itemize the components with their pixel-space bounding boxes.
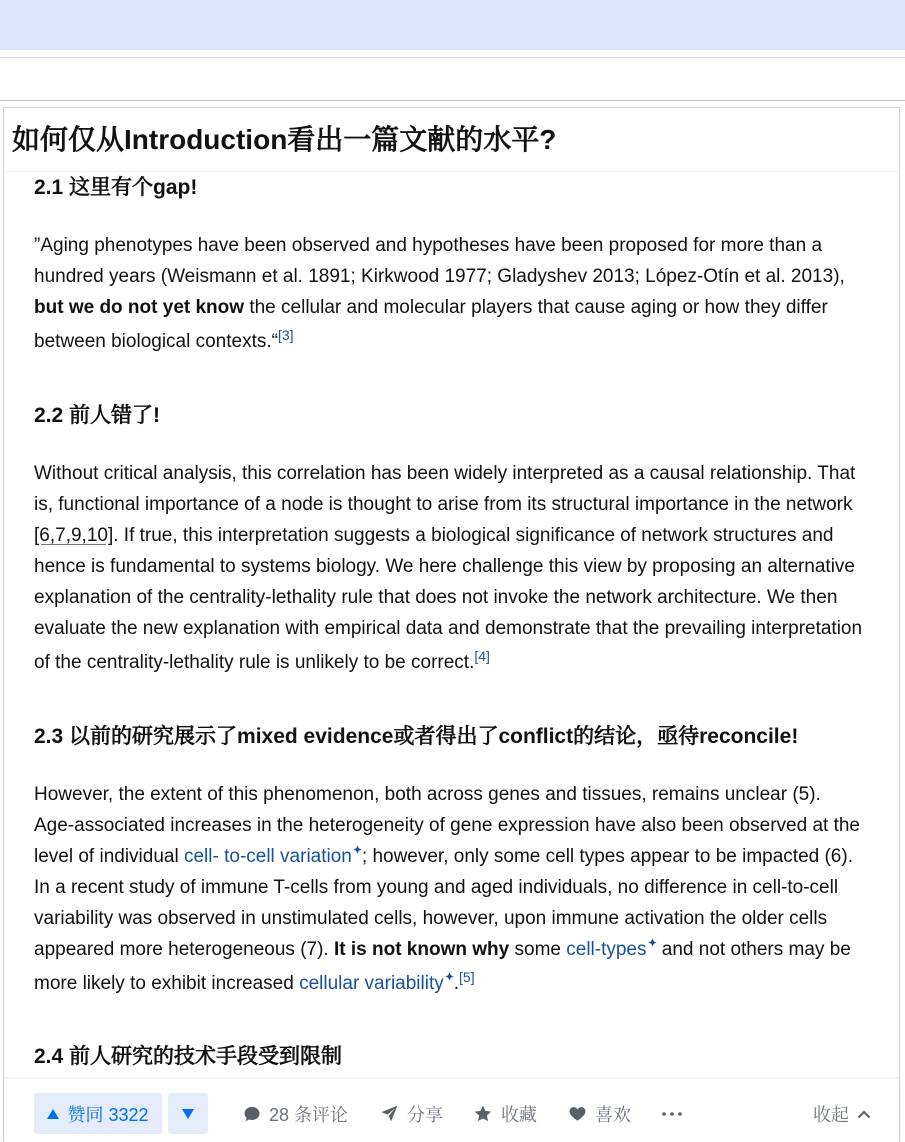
paragraph-line: [34, 458, 862, 489]
keyword-link[interactable]: cellular variability: [299, 973, 444, 994]
section-heading-2-3: 2.3 以前的研究展示了mixed evidence或者得出了conflict的结论，亟待reconcile!: [34, 725, 799, 748]
answer-action-bar: [4, 1079, 899, 1142]
reference-link[interactable]: [4]: [474, 648, 490, 664]
upvote-label: 赞同 3322: [67, 1104, 149, 1125]
paragraph-line: [34, 810, 860, 841]
paragraph-text: and not others may be: [656, 939, 851, 960]
paragraph-text: Age-associated increases in the heterogeneity of gene expression have also been observed at the: [34, 815, 860, 836]
section-heading-2-2: 2.2 前人错了!: [34, 404, 161, 427]
paragraph-text: Without critical analysis, this correlation has been widely interpreted as a causal relationship. That: [34, 463, 856, 484]
paragraph-line: [34, 489, 862, 520]
paragraph-line: [34, 903, 860, 934]
triangle-up-icon: [47, 1109, 59, 1119]
paragraph-text: level of individual: [34, 846, 184, 867]
paragraph-2-2: [34, 458, 862, 678]
like-button[interactable]: [568, 1093, 631, 1134]
paragraph-line: [34, 934, 860, 965]
paragraph-line: [34, 644, 862, 678]
comment-bubble-icon: [243, 1105, 261, 1123]
paragraph-line: [34, 779, 860, 810]
paragraph-text: .: [453, 973, 460, 994]
upvote-button[interactable]: [34, 1093, 162, 1134]
collapse-label: 收起: [813, 1104, 849, 1125]
paragraph-line: [34, 292, 845, 323]
paragraph-text: ”Aging phenotypes have been observed and hypotheses have been proposed for more than a: [34, 235, 823, 256]
paragraph-line: [34, 520, 862, 551]
bold-emphasis: but we do not yet know: [34, 297, 245, 318]
paragraph-line: [34, 230, 845, 261]
answer-card: [3, 107, 900, 1142]
paragraph-text: more likely to exhibit increased: [34, 973, 300, 994]
sparkle-icon[interactable]: [445, 972, 454, 981]
section-heading-2-1: 2.1 这里有个gap!: [34, 176, 198, 199]
downvote-button[interactable]: [168, 1093, 208, 1134]
collapse-button[interactable]: [813, 1093, 871, 1134]
paragraph-line: [34, 551, 862, 582]
paragraph-line: [34, 613, 862, 644]
share-button[interactable]: [380, 1093, 443, 1134]
paragraph-line: [34, 582, 862, 613]
paragraph-text: the cellular and molecular players that cause aging or how they differ: [244, 297, 828, 318]
citation-link[interactable]: [6,7,9,10]: [34, 525, 114, 546]
chevron-up-icon: [857, 1109, 871, 1119]
heart-icon: [568, 1104, 587, 1123]
answer-content: [34, 108, 894, 1142]
paragraph-text: In a recent study of immune T-cells from young and aged individuals, no difference in cell-to-cell: [34, 877, 839, 898]
paragraph-text: is, functional importance of a node is thought to arise from its structural importance in the network: [34, 494, 853, 515]
star-icon: [473, 1104, 493, 1124]
paragraph-text: ; however, only some cell types appear to be impacted (6).: [361, 846, 853, 867]
share-label: 分享: [407, 1104, 443, 1125]
paper-plane-icon: [380, 1104, 399, 1123]
paragraph-text: some: [509, 939, 567, 960]
reference-link[interactable]: [5]: [459, 969, 475, 985]
favorite-button[interactable]: [473, 1093, 537, 1134]
paragraph-text: of the centrality-lethality rule is unlikely to be correct.: [34, 652, 475, 673]
comments-label: 28 条评论: [269, 1104, 349, 1125]
paragraph-line: [34, 841, 860, 872]
paragraph-2-1: [34, 230, 845, 357]
paragraph-text: appeared more heterogeneous (7).: [34, 939, 334, 960]
paragraph-text: hundred years (Weismann et al. 1891; Kirkwood 1977; Gladyshev 2013; López-Otín et al. 2013),: [34, 266, 845, 287]
section-heading-2-4: 2.4 前人研究的技术手段受到限制: [34, 1045, 343, 1068]
triangle-down-icon: [182, 1109, 194, 1119]
more-button[interactable]: [660, 1093, 684, 1134]
paragraph-2-3: [34, 779, 860, 999]
like-label: 喜欢: [595, 1104, 631, 1125]
paragraph-line: [34, 872, 860, 903]
question-title[interactable]: 如何仅从Introduction看出一篇文献的水平?: [12, 124, 557, 155]
paragraph-line: [34, 261, 845, 292]
top-banner: [0, 0, 905, 50]
paragraph-text: . If true, this interpretation suggests a biological significance of network structures and: [113, 525, 834, 546]
paragraph-text: However, the extent of this phenomenon, both across genes and tissues, remains unclear (5).: [34, 784, 821, 805]
paragraph-line: [34, 323, 845, 357]
paragraph-text: explanation of the centrality-lethality rule that does not invoke the network architecture. We then: [34, 587, 838, 608]
bold-emphasis: It is not known why: [333, 939, 510, 960]
toolbar-strip: [0, 57, 905, 101]
paragraph-line: [34, 965, 860, 999]
sparkle-icon[interactable]: [353, 845, 362, 854]
paragraph-text: variability was observed in unstimulated cells, however, upon immune activation the older cells: [34, 908, 828, 929]
paragraph-text: evaluate the new explanation with empirical data and demonstrate that the prevailing interpretation: [34, 618, 863, 639]
paragraph-text: between biological contexts.“: [34, 331, 278, 352]
more-dots-icon: [660, 1111, 684, 1117]
comments-button[interactable]: [243, 1093, 348, 1134]
sparkle-icon[interactable]: [648, 938, 657, 947]
favorite-label: 收藏: [501, 1104, 537, 1125]
keyword-link[interactable]: cell-types: [566, 939, 647, 960]
keyword-link[interactable]: cell- to-cell variation: [183, 846, 352, 867]
paragraph-text: hence is fundamental to systems biology. We here challenge this view by proposing an alternative: [34, 556, 855, 577]
reference-link[interactable]: [3]: [277, 327, 294, 343]
